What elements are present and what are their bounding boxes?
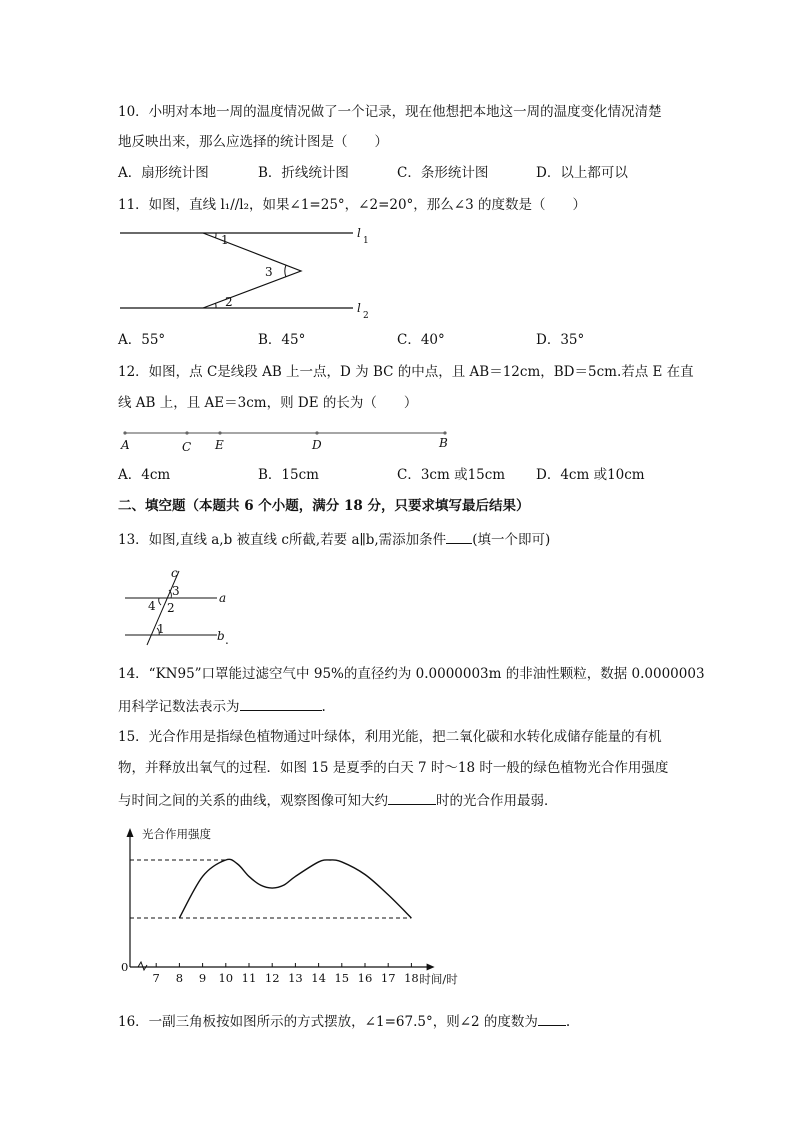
x-tick-label-8: 8 bbox=[175, 971, 184, 985]
l1-label: l bbox=[357, 226, 361, 240]
axis-break-mark bbox=[138, 962, 147, 970]
q10-option-b: B．折线统计图 bbox=[258, 165, 349, 181]
q13-text-after: (填一个即可) bbox=[472, 532, 551, 548]
q15-stem-line1: 15．光合作用是指绿色植物通过叶绿体，利用光能，把二氧化碳和水转化成储存能量的有机 bbox=[118, 729, 662, 745]
x-tick-label-10: 10 bbox=[218, 971, 234, 985]
q12-option-b: B．15cm bbox=[258, 467, 319, 483]
x-tick-labels bbox=[153, 971, 419, 985]
label-4: 4 bbox=[148, 599, 156, 613]
q14-stem-line2 bbox=[118, 696, 326, 716]
reference-lines bbox=[130, 860, 411, 918]
label-c: C bbox=[182, 440, 192, 454]
x-tick-label-13: 13 bbox=[288, 971, 303, 985]
q14-text-after: . bbox=[321, 699, 326, 715]
y-axis-label: 光合作用强度 bbox=[142, 827, 211, 841]
angle2-arc bbox=[216, 303, 217, 308]
label-d: D bbox=[312, 438, 322, 452]
q13-stem bbox=[118, 529, 550, 549]
angle2-label: 2 bbox=[225, 295, 233, 309]
q11-option-a: A．55° bbox=[118, 332, 166, 348]
q12-segment-figure bbox=[115, 424, 460, 458]
x-axis-arrow bbox=[427, 964, 435, 971]
q11-option-d: D．35° bbox=[536, 332, 585, 348]
x-tick-label-16: 16 bbox=[357, 971, 373, 985]
q10-option-a: A．扇形统计图 bbox=[118, 165, 209, 181]
l2-subscript: 2 bbox=[363, 311, 369, 321]
label-a: A bbox=[121, 438, 130, 452]
q14-stem-line1: 14．“KN95”口罩能过滤空气中 95%的直径约为 0.0000003m 的非油性颗粒，数据 0.0000003 bbox=[118, 666, 705, 682]
angle4-arc bbox=[159, 598, 161, 605]
section-heading-fill-in: 二、填空题（本题共 6 个小题，满分 18 分，只要求填写最后结果） bbox=[118, 498, 530, 514]
q16-text-before: 16．一副三角板按如图所示的方式摆放，∠1=67.5°，则∠2 的度数为 bbox=[118, 1014, 538, 1030]
label-3: 3 bbox=[172, 584, 180, 598]
q10-stem-line1: 10．小明对本地一周的温度情况做了一个记录，现在他想把本地这一周的温度变化情况清楚 bbox=[118, 104, 662, 120]
angle1-label: 1 bbox=[221, 233, 229, 247]
x-tick-label-9: 9 bbox=[198, 971, 207, 985]
x-tick-label-7: 7 bbox=[152, 971, 160, 985]
q10-stem-line2: 地反映出来，那么应选择的统计图是（ ） bbox=[118, 134, 388, 150]
point-e bbox=[218, 431, 221, 434]
q13-answer-blank bbox=[446, 529, 472, 544]
q12-option-a: A．4cm bbox=[118, 467, 171, 483]
q14-answer-blank bbox=[240, 696, 322, 711]
l2-label: l bbox=[357, 301, 361, 315]
photosynthesis-line-chart bbox=[110, 822, 470, 992]
x-axis-label: 时间/时 bbox=[419, 972, 458, 986]
zigzag-transversal bbox=[203, 233, 301, 308]
q16-stem bbox=[118, 1011, 570, 1031]
q11-stem: 11．如图，直线 l₁//l₂，如果∠1=25°，∠2=20°，那么∠3 的度数是（ ） bbox=[118, 197, 586, 213]
q15-answer-blank bbox=[388, 790, 436, 805]
label-2: 2 bbox=[167, 601, 175, 615]
angle1-arc bbox=[216, 233, 217, 238]
q13-text-before: 13．如图,直线 a,b 被直线 c所截,若要 a∥b,需添加条件 bbox=[118, 532, 447, 548]
q12-option-d: D．4cm 或10cm bbox=[536, 467, 645, 483]
label-b: B bbox=[439, 436, 448, 450]
x-tick-label-18: 18 bbox=[404, 971, 419, 985]
q11-option-c: C．40° bbox=[397, 332, 445, 348]
q12-stem-line2: 线 AB 上，且 AE＝3cm，则 DE 的长为（ ） bbox=[118, 395, 418, 411]
label-c: c bbox=[171, 566, 178, 580]
point-b bbox=[443, 431, 446, 434]
q15-text-after: 时的光合作用最弱． bbox=[436, 793, 558, 809]
x-tick-label-11: 11 bbox=[241, 971, 257, 985]
l1-subscript: 1 bbox=[363, 236, 369, 246]
q14-text-before: 用科学记数法表示为 bbox=[118, 699, 240, 715]
x-tick-label-17: 17 bbox=[380, 971, 396, 985]
angle3-arc bbox=[285, 265, 286, 277]
origin-label: 0 bbox=[121, 960, 129, 974]
q12-option-c: C．3cm 或15cm bbox=[397, 467, 506, 483]
x-tick-label-15: 15 bbox=[334, 971, 350, 985]
q15-stem-line2: 物，并释放出氧气的过程．如图 15 是夏季的白天 7 时～18 时一般的绿色植物光合作用强度 bbox=[118, 760, 669, 776]
point-d bbox=[315, 431, 318, 434]
q11-option-b: B．45° bbox=[258, 332, 306, 348]
point-a bbox=[123, 431, 126, 434]
y-axis-arrow bbox=[127, 828, 134, 837]
label-a: a bbox=[219, 591, 227, 605]
label-e: E bbox=[215, 438, 224, 452]
label-1: 1 bbox=[157, 622, 165, 636]
x-tick-label-12: 12 bbox=[264, 971, 280, 985]
q13-transversal-figure bbox=[115, 565, 245, 647]
q11-parallel-lines-figure bbox=[115, 222, 385, 322]
label-dot: . bbox=[225, 633, 229, 647]
q10-option-c: C．条形统计图 bbox=[397, 165, 489, 181]
q10-option-d: D．以上都可以 bbox=[536, 165, 628, 181]
series-curve bbox=[179, 859, 411, 918]
q15-text-before: 与时间之间的关系的曲线，观察图像可知大约 bbox=[118, 793, 388, 809]
label-b: b bbox=[217, 629, 225, 643]
q16-answer-blank bbox=[538, 1011, 566, 1026]
q12-stem-line1: 12．如图，点 C是线段 AB 上一点，D 为 BC 的中点，且 AB＝12cm，BD＝5cm.若点 E 在直 bbox=[118, 364, 694, 380]
q15-stem-line3 bbox=[118, 790, 558, 810]
point-c bbox=[185, 431, 188, 434]
x-tick-label-14: 14 bbox=[311, 971, 326, 985]
angle3-label: 3 bbox=[265, 265, 273, 279]
q16-text-after: . bbox=[565, 1014, 571, 1030]
